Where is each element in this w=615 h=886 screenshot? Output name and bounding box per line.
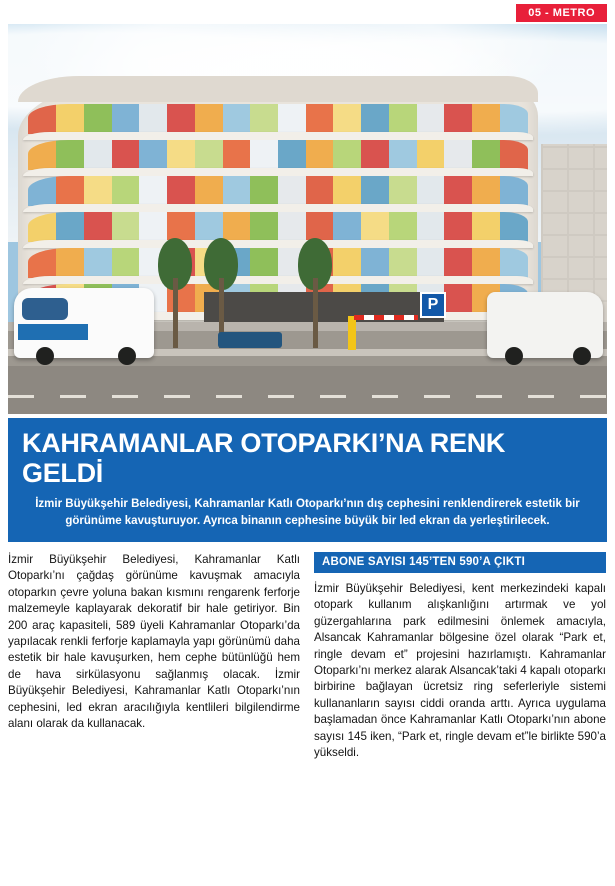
page-header (0, 0, 615, 22)
tree (158, 238, 192, 348)
article-subtitle: İzmir Büyükşehir Belediyesi, Kahramanlar Katlı Otoparkı’nın dış cephesini renklendirerek estetik bir görünüme kavuşturuyor. Ayrıca binanın cephesine büyük bir led ekran da yerleştirilecek. (35, 498, 580, 527)
parking-sign: P (420, 292, 446, 318)
parking-barrier (348, 304, 418, 350)
page-number-tag: 05 - METRO (516, 4, 607, 22)
headline-block (8, 418, 607, 542)
facade-floor (28, 248, 527, 278)
building-roof (18, 76, 538, 102)
bench (218, 332, 282, 348)
floor-slab (23, 276, 533, 284)
right-column (314, 552, 606, 772)
truck-vehicle (487, 292, 603, 358)
article-body (8, 552, 607, 772)
body-paragraph: İzmir Büyükşehir Belediyesi, kent merkezindeki kapalı otopark kullanım alışkanlığını artırmak ve yol güzergahlarına park edilmesini önlemek amacıyla, Alsancak Kahramanlar bölgesine özel olarak “Park et, ringle devam et” projesini hazırlamıştı. Kahramanlar Otoparkı’nı merkez alarak Alsancak’taki 4 kapalı otoparkı birbirine bağlayan ücretsiz ring seferleriyle sistemi kullananların sayısı ciddi oranda arttı. Ayrıca uygulama başlamadan önce Kahramanlar Katlı Otoparkı’nın abone sayısı 145 iken, “Park et, ringle devam et”le birlikte 590’a yükseldi. (314, 582, 606, 760)
facade-floor (28, 176, 527, 206)
page-title: KAHRAMANLAR OTOPARKI’NA RENK GELDİ (22, 428, 506, 488)
body-paragraph: İzmir Büyükşehir Belediyesi, Kahramanlar Katlı Otoparkı’nı çağdaş görünüme kavuşmak amacıyla otoparkın çevre yoluna bakan kısmını rengarenk ferforje malzemeyle kaplayarak dekoratif bir hale getiriyor. Bin 200 araç kapasiteli, 589 üyeli Kahramanlar Otoparkı’da yapılacak renkli ferforje kaplamayla yapı görünümü daha estetik bir hale kavuşurken, hem cephe bütünlüğü hem de hava sirkülasyonu sağlanmış olacak. İzmir Büyükşehir Belediyesi, Kahramanlar Katlı Otoparkı’nın cephesini, led ekran aracılığıyla kentlileri bilgilendirme alanı olarak da kullanacak. (8, 553, 300, 731)
minibus-vehicle (14, 288, 154, 358)
floor-slab (23, 204, 533, 212)
section-banner: ABONE SAYISI 145’TEN 590’A ÇIKTI (314, 552, 606, 573)
facade-floor (28, 140, 527, 170)
facade-floor (28, 212, 527, 242)
article-photo (8, 24, 607, 414)
floor-slab (23, 168, 533, 176)
road-marking (8, 395, 607, 398)
floor-slab (23, 240, 533, 248)
facade-floor (28, 104, 527, 134)
floor-slab (23, 132, 533, 140)
left-column (8, 552, 300, 772)
tree (298, 238, 332, 348)
